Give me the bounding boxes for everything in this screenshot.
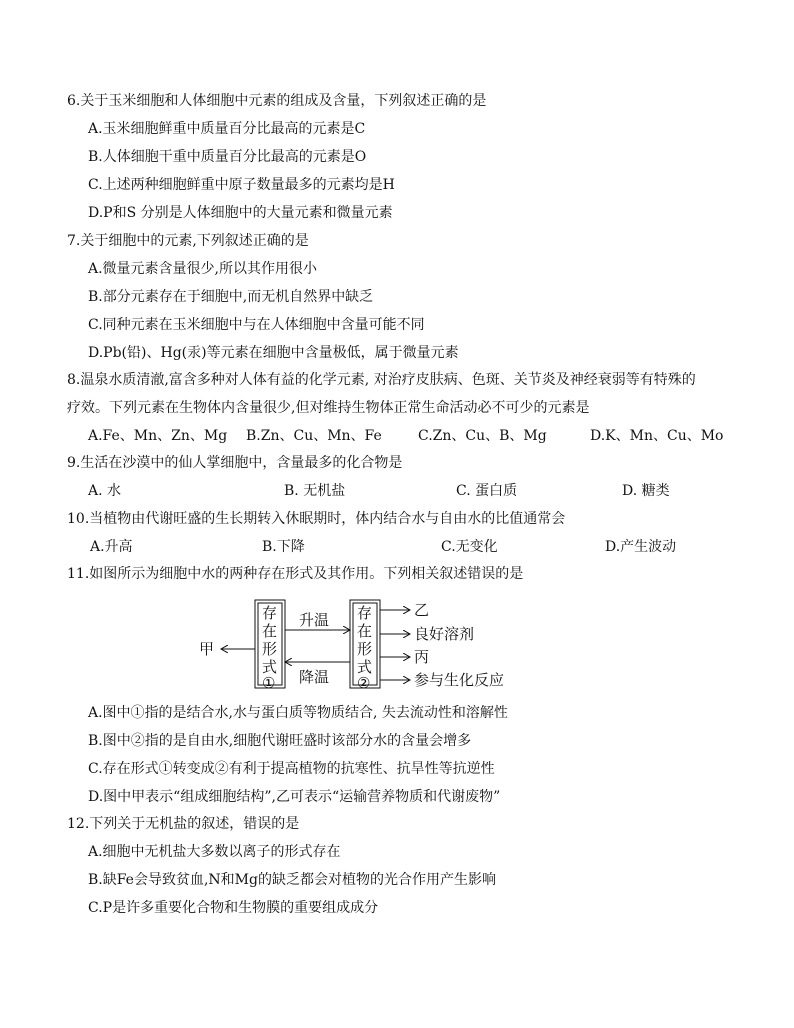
question-6-option-a: A.玉米细胞鲜重中质量百分比最高的元素是C — [88, 121, 366, 137]
diagram-label-reaction: 参与生化反应 — [414, 671, 505, 689]
box2-char-5: ② — [357, 674, 371, 692]
question-12-option-b: B.缺Fe会导致贫血,N和Mg的缺乏都会对植物的光合作用产生影响 — [88, 872, 496, 888]
box1-char-1: 存 — [262, 604, 278, 622]
question-12-option-c: C.P是许多重要化合物和生物膜的重要组成成分 — [88, 900, 379, 916]
diagram-label-jia: 甲 — [199, 640, 215, 658]
question-7-stem: 7.关于细胞中的元素,下列叙述正确的是 — [67, 233, 309, 249]
question-7-option-c: C.同种元素在玉米细胞中与在人体细胞中含量可能不同 — [88, 317, 425, 333]
question-12-stem: 12.下列关于无机盐的叙述，错误的是 — [67, 816, 300, 832]
box2-char-3: 形 — [357, 640, 373, 658]
question-11-option-a: A.图中①指的是结合水,水与蛋白质等物质结合, 失去流动性和溶解性 — [88, 705, 508, 721]
label-heat: 升温 — [299, 611, 330, 629]
question-11-option-b: B.图中②指的是自由水,细胞代谢旺盛时该部分水的含量会增多 — [88, 733, 472, 749]
diagram-label-bing: 丙 — [414, 648, 430, 666]
question-9-option-b: B. 无机盐 — [284, 483, 346, 499]
question-10-option-b: B.下降 — [262, 539, 305, 555]
question-9-stem: 9.生活在沙漠中的仙人掌细胞中，含量最多的化合物是 — [67, 455, 403, 471]
box2-char-2: 在 — [357, 622, 373, 640]
box1-char-5: ① — [262, 674, 276, 692]
question-6-option-c: C.上述两种细胞鲜重中原子数量最多的元素均是H — [88, 177, 395, 193]
question-8-option-c: C.Zn、Cu、B、Mg — [418, 428, 547, 444]
question-6-option-d: D.P和S 分别是人体细胞中的大量元素和微量元素 — [88, 205, 393, 221]
diagram-label-solvent: 良好溶剂 — [414, 625, 475, 643]
box1-char-3: 形 — [262, 640, 278, 658]
question-7-option-a: A.微量元素含量很少,所以其作用很小 — [88, 261, 318, 277]
water-forms-diagram — [195, 596, 525, 692]
question-8-stem-line1: 8.温泉水质清澈,富含多种对人体有益的化学元素, 对治疗皮肤病、色斑、关节炎及神经衰弱等有特殊的 — [67, 372, 696, 388]
box2-char-1: 存 — [357, 604, 373, 622]
box1-char-4: 式 — [262, 658, 278, 676]
question-8-option-d: D.K、Mn、Cu、Mo — [590, 428, 724, 444]
question-12-option-a: A.细胞中无机盐大多数以离子的形式存在 — [88, 844, 341, 860]
box1-char-2: 在 — [262, 622, 278, 640]
question-9-option-d: D. 糖类 — [622, 483, 670, 499]
question-10-option-c: C.无变化 — [441, 539, 498, 555]
question-9-option-c: C. 蛋白质 — [456, 483, 518, 499]
question-7-option-b: B.部分元素存在于细胞中,而无机自然界中缺乏 — [88, 289, 374, 305]
question-6-option-b: B.人体细胞干重中质量百分比最高的元素是O — [88, 149, 367, 165]
question-7-option-d: D.Pb(铅)、Hg(汞)等元素在细胞中含量极低，属于微量元素 — [88, 345, 459, 361]
question-10-stem: 10.当植物由代谢旺盛的生长期转入休眠期时，体内结合水与自由水的比值通常会 — [67, 511, 566, 527]
question-10-option-d: D.产生波动 — [605, 539, 677, 555]
diagram-label-yi: 乙 — [414, 601, 430, 619]
question-8-stem-line2: 疗效。下列元素在生物体内含量很少,但对维持生物体正常生命活动必不可少的元素是 — [67, 400, 590, 416]
label-cool: 降温 — [299, 668, 330, 686]
question-8-option-a: A.Fe、Mn、Zn、Mg — [88, 428, 228, 444]
question-10-option-a: A.升高 — [90, 539, 133, 555]
question-9-option-a: A. 水 — [88, 483, 122, 499]
question-6-stem: 6.关于玉米细胞和人体细胞中元素的组成及含量，下列叙述正确的是 — [67, 93, 487, 109]
question-11-option-c: C.存在形式①转变成②有利于提高植物的抗寒性、抗旱性等抗逆性 — [88, 761, 495, 777]
box2-char-4: 式 — [357, 658, 373, 676]
question-11-option-d: D.图中甲表示“组成细胞结构”,乙可表示“运输营养物质和代谢废物” — [88, 789, 501, 805]
question-11-stem: 11.如图所示为细胞中水的两种存在形式及其作用。下列相关叙述错误的是 — [67, 566, 524, 582]
question-8-option-b: B.Zn、Cu、Mn、Fe — [246, 428, 382, 444]
